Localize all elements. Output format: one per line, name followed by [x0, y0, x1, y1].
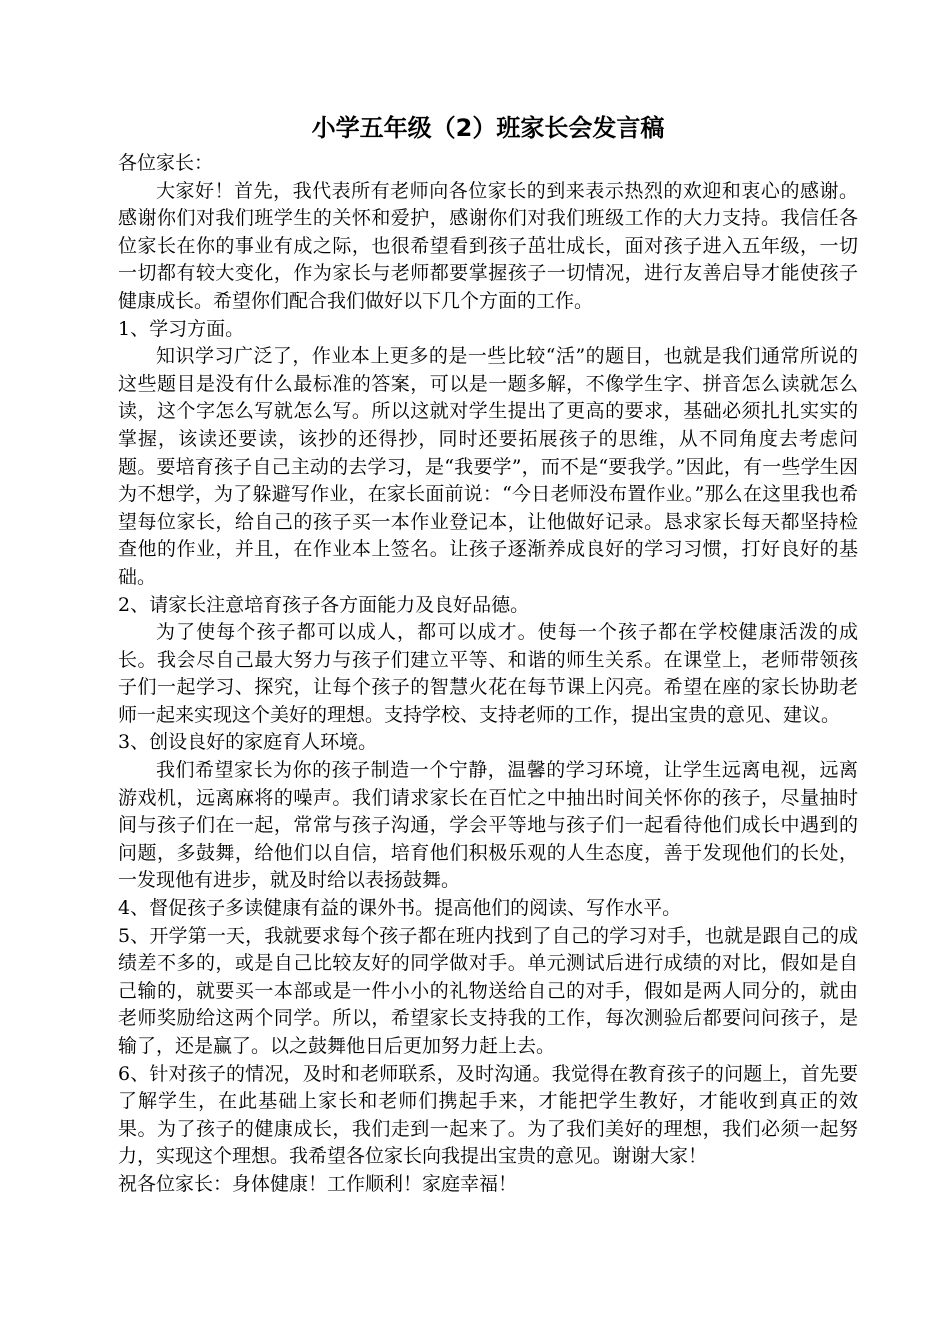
section-2-body: 为了使每个孩子都可以成人，都可以成才。使每一个孩子都在学校健康活泼的成长。我会尽自己最大努力与孩子们建立平等、和谐的师生关系。在课堂上，老师带领孩子们一起学习、探究，让每个孩子的智慧火花在每节课上闪亮。希望在座的家长协助老师一起来实现这个美好的理想。支持学校、支持老师的工作，提出宝贵的意见、建议。 — [118, 621, 858, 726]
closing-line: 祝各位家长：身体健康！工作顺利！家庭幸福！ — [118, 1172, 518, 1195]
greeting: 各位家长： — [118, 152, 214, 174]
section-2-heading: 2、请家长注意培育孩子各方面能力及良好品德。 — [118, 593, 530, 616]
document-title: 小学五年级（2）班家长会发言稿 — [311, 114, 665, 142]
section-6-paragraph: 6、针对孩子的情况，及时和老师联系，及时沟通。我觉得在教育孩子的问题上，首先要了解学生，在此基础上家长和老师们携起手来，才能把学生教好，才能收到真正的效果。为了孩子的健康成长，我们走到一起来了。为了我们美好的理想，我们必须一起努力，实现这个理想。我希望各位家长向我提出宝贵的意见。谢谢大家！ — [118, 1062, 858, 1168]
intro-paragraph: 大家好！首先，我代表所有老师向各位家长的到来表示热烈的欢迎和衷心的感谢。感谢你们对我们班学生的关怀和爱护，感谢你们对我们班级工作的大力支持。我信任各位家长在你的事业有成之际，也很希望看到孩子茁壮成长，面对孩子进入五年级，一切一切都有较大变化，作为家长与老师都要掌握孩子一切情况，进行友善启导才能使孩子健康成长。希望你们配合我们做好以下几个方面的工作。 — [118, 179, 858, 312]
document-page — [118, 112, 858, 1199]
section-1-body: 知识学习广泛了，作业本上更多的是一些比较“活”的题目，也就是我们通常所说的这些题目是没有什么最标准的答案，可以是一题多解，不像学生字、拼音怎么读就怎么读，这个字怎么写就怎么写。所以这就对学生提出了更高的要求，基础必须扎扎实实的掌握，该读还要读，该抄的还得抄，同时还要拓展孩子的思维，从不同角度去考虑问题。要培育孩子自己主动的去学习，是“我要学”，而不是“要我学。”因此，有一些学生因为不想学，为了躲避写作业，在家长面前说：“今日老师没布置作业。”那么在这里我也希望每位家长，给自己的孩子买一本作业登记本，让他做好记录。恳求家长每天都坚持检查他的作业，并且，在作业本上签名。让孩子逐渐养成良好的学习习惯，打好良好的基础。 — [118, 345, 858, 588]
section-5-paragraph: 5、开学第一天，我就要求每个孩子都在班内找到了自己的学习对手，也就是跟自己的成绩差不多的，或是自己比较友好的同学做对手。单元测试后进行成绩的对比，假如是自己输的，就要买一本部或是一件小小的礼物送给自己的对手，假如是两人同分的，就由老师奖励给这两个同学。所以，希望家长支持我的工作，每次测验后都要问问孩子，是输了，还是赢了。以之鼓舞他日后更加努力赶上去。 — [118, 924, 858, 1057]
section-4-paragraph: 4、督促孩子多读健康有益的课外书。提高他们的阅读、写作水平。 — [118, 897, 682, 920]
section-1-heading: 1、学习方面。 — [118, 317, 245, 340]
section-3-heading: 3、创设良好的家庭育人环境。 — [118, 731, 378, 754]
section-3-body: 我们希望家长为你的孩子制造一个宁静，温馨的学习环境，让学生远离电视，远离游戏机，远离麻将的噪声。我们请求家长在百忙之中抽出时间关怀你的孩子，尽量抽时间与孩子们在一起，常常与孩子沟通，学会平等地与孩子们一起看待他们成长中遇到的问题，多鼓舞，给他们以自信，培育他们积极乐观的人生态度，善于发现他们的长处，一发现他有进步，就及时给以表扬鼓舞。 — [118, 759, 858, 892]
